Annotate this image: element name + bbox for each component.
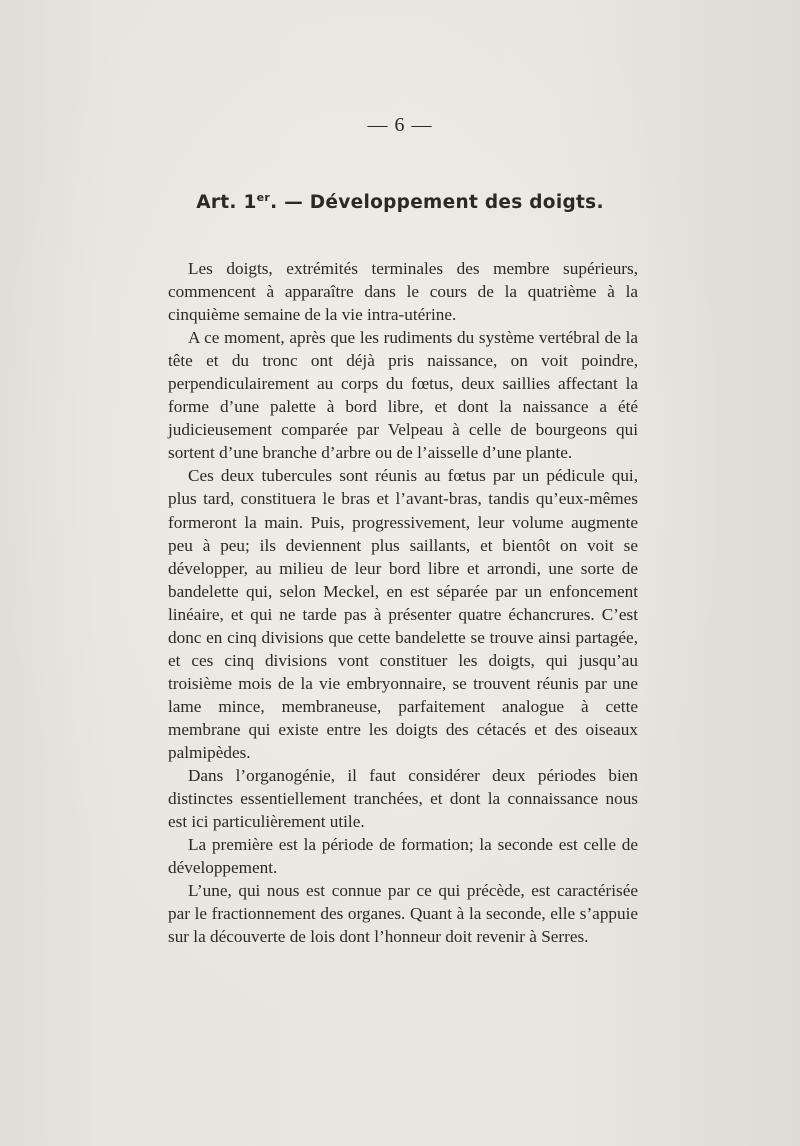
body-text [168,257,638,948]
heading-title: . — Développement des doigts. [270,192,604,213]
paragraph: Les doigts, extrémités terminales des membre supérieurs, commencent à apparaître dans le cours de la quatrième à la cinquième semaine de la vie intra-utérine. [168,259,638,325]
page-number: — 6 — [367,114,433,136]
paragraph: A ce moment, après que les rudiments du système vertébral de la tête et du tronc ont déjà pris naissance, on voit poindre, perpendiculairement au corps du fœtus, deux saillies affectant la forme d’une palette à bord libre, et dont la naissance a été judicieusement comparée par Velpeau à celle de bourgeons qui sortent d’une branche d’arbre ou de l’aisselle d’une plante. [168,328,638,463]
section-heading [0,192,800,213]
paragraph: L’une, qui nous est connue par ce qui précède, est caractérisée par le fractionnement des organes. Quant à la seconde, elle s’appuie sur la découverte de lois dont l’honneur doit revenir à Serres. [168,881,638,947]
paragraph: La première est la période de formation; la seconde est celle de développement. [168,835,638,878]
paragraph: Ces deux tubercules sont réunis au fœtus par un pédicule qui, plus tard, constituera le bras et l’avant-bras, tandis qu’eux-mêmes formeront la main. Puis, progressivement, leur volume augmente peu à peu; ils deviennent plus saillants, et bientôt on voit se développer, au milieu de leur bord libre et arrondi, une sorte de bandelette qui, selon Meckel, en est séparée par un enfoncement linéaire, et qui ne tarde pas à présenter quatre échancrures. C’est donc en cinq divisions que cette bandelette se trouve ainsi partagée, et ces cinq divisions vont constituer les doigts, qui jusqu’au troisième mois de la vie embryonnaire, se trouvent réunis par une lame mince, membraneuse, parfaitement analogue à cette membrane qui existe entre les doigts des cétacés et des oiseaux palmipèdes. [168,466,638,762]
heading-prefix: Art. 1 [196,192,257,213]
heading-superscript: er [256,190,271,204]
paragraph: Dans l’organogénie, il faut considérer deux périodes bien distinctes essentiellement tranchées, et dont la connaissance nous est ici particulièrement utile. [168,766,638,832]
